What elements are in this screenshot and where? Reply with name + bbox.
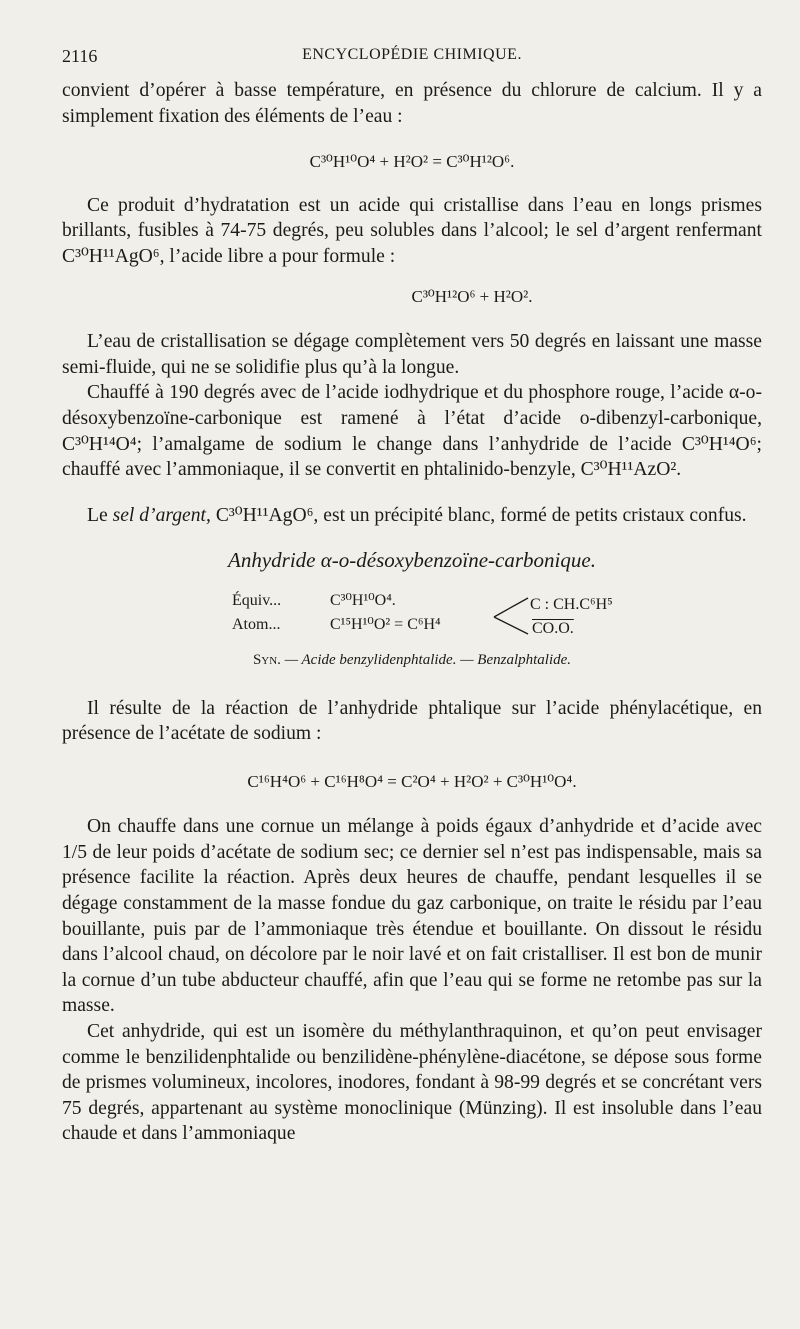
paragraph-2-text-a: Ce produit d’hydratation est un acide qui cristallise dans l’eau en longs prismes brillants, fusibles à 74-75 degrés, peu solubles dans l’alcool; le sel d’argent renfermant — [62, 194, 762, 242]
synonyms-line — [62, 648, 762, 674]
paragraph-1: convient d’opérer à basse température, en présence du chlorure de calcium. Il y a simplement fixation des éléments de l’eau : — [62, 80, 762, 127]
synonyms-label: Syn. — [252, 651, 281, 668]
formula-dibenzyl: C³⁰H¹⁴O⁴ — [62, 433, 137, 455]
equation-reaction: C¹⁶H⁴O⁶ + C¹⁶H⁸O⁴ = C²O⁴ + H²O² + C³⁰H¹⁰O⁴. — [247, 771, 577, 791]
formula-block — [62, 588, 762, 642]
paragraph-4-text-b: ; l’amalgame de sodium le change dans l’anhydride de l’acide — [136, 433, 682, 455]
equation-hydration: C³⁰H¹⁰O⁴ + H²O² = C³⁰H¹²O⁶. — [309, 152, 515, 172]
synonyms-text: — Acide benzylidenphtalide. — Benzalphtalide. — [280, 651, 572, 668]
page-number: 2116 — [62, 46, 98, 66]
paragraph-4 — [62, 380, 762, 482]
page-body — [62, 78, 762, 1147]
structure-bracket — [488, 592, 628, 642]
paragraph-5-text-a: Le — [87, 504, 113, 526]
paragraph-6: Il résulte de la réaction de l’anhydride phtalique sur l’acide phénylacétique, en présence de l’acétate de sodium : — [62, 697, 762, 745]
formula-silver-salt: C³⁰H¹¹AgO⁶ — [62, 245, 160, 267]
paragraph-5 — [62, 503, 762, 529]
paragraph-4-text-c: ; chauffé avec l’ammoniaque, il se convertit en phtalinido-benzyle, — [62, 433, 762, 481]
equiv-formula: C³⁰H¹⁰O⁴. — [330, 591, 396, 609]
atom-label: Atom... — [232, 615, 281, 633]
paragraph-2-text-b: , l’acide libre a pour formule : — [159, 245, 396, 267]
formula-phtalinido: C³⁰H¹¹AzO². — [580, 459, 682, 481]
paragraph-5-italic: sel d’argent, — [112, 504, 211, 526]
paragraph-7: On chauffe dans une cornue un mélange à poids égaux d’anhydride et d’acide avec 1/5 de leur poids d’acétate de sodium sec; ce dernier sel n’est pas indispensable, mais sa présence facilite la réaction. Après deux heures de chauffe, pendant lesquelles il se dégage constamment de la masse fondue du gaz carbonique, on traite le résidu par l’eau bouillante, puis par de l’ammoniaque très étendue et bouillante. On dissout le résidu dans l’alcool chaud, on décolore par le noir lavé et on fait cristalliser. Il est bon de munir la cornue d’un tube abducteur chauffé, afin que l’eau qui se forme ne retombe pas sur la masse. — [62, 816, 762, 1017]
equation-free-acid: C³⁰H¹²O⁶ + H²O². — [411, 286, 533, 306]
equiv-label: Équiv... — [232, 591, 282, 609]
paragraph-3: L’eau de cristallisation se dégage complètement vers 50 degrés en laissant une masse semi-fluide, qui ne se solidifie plus qu’à la longue. — [62, 331, 762, 378]
structure-top: C : CH.C⁶H⁵ — [530, 595, 613, 613]
bond-lines — [488, 592, 534, 642]
formula-silver-salt-2: C³⁰H¹¹AgO⁶, — [215, 504, 319, 526]
atom-formula: C¹⁵H¹⁰O² = C⁶H⁴ — [330, 615, 441, 633]
paragraph-4-text-a: Chauffé à 190 degrés avec de l’acide iodhydrique et du phosphore rouge, l’acide α-o-désoxybenzoïne-carbonique est ramené à l’état d’acide o-dibenzyl-carbonique, — [62, 382, 762, 429]
paragraph-8: Cet anhydride, qui est un isomère du méthylanthraquinon, et qu’on peut envisager comme le benzilidenphtalide ou benzilidène-phénylène-diacétone, se dépose sous forme de prismes volumineux, incolores, inodores, fondant à 98-99 degrés et se concrétant vers 75 degrés, appartenant au système monoclinique (Münzing). Il est insoluble dans l’eau chaude et dans l’ammoniaque — [62, 1021, 762, 1145]
structure-bottom: CO.O. — [532, 619, 574, 637]
paragraph-2 — [62, 193, 762, 270]
section-title: Anhydride α-o-désoxybenzoïne-carbonique. — [228, 548, 596, 573]
page-header — [62, 46, 762, 74]
running-title: ENCYCLOPÉDIE CHIMIQUE. — [302, 46, 522, 63]
paragraph-5-text-b: est un précipité blanc, formé de petits cristaux confus. — [318, 504, 747, 526]
formula-anhydride-acid: C³⁰H¹⁴O⁶ — [681, 433, 757, 455]
